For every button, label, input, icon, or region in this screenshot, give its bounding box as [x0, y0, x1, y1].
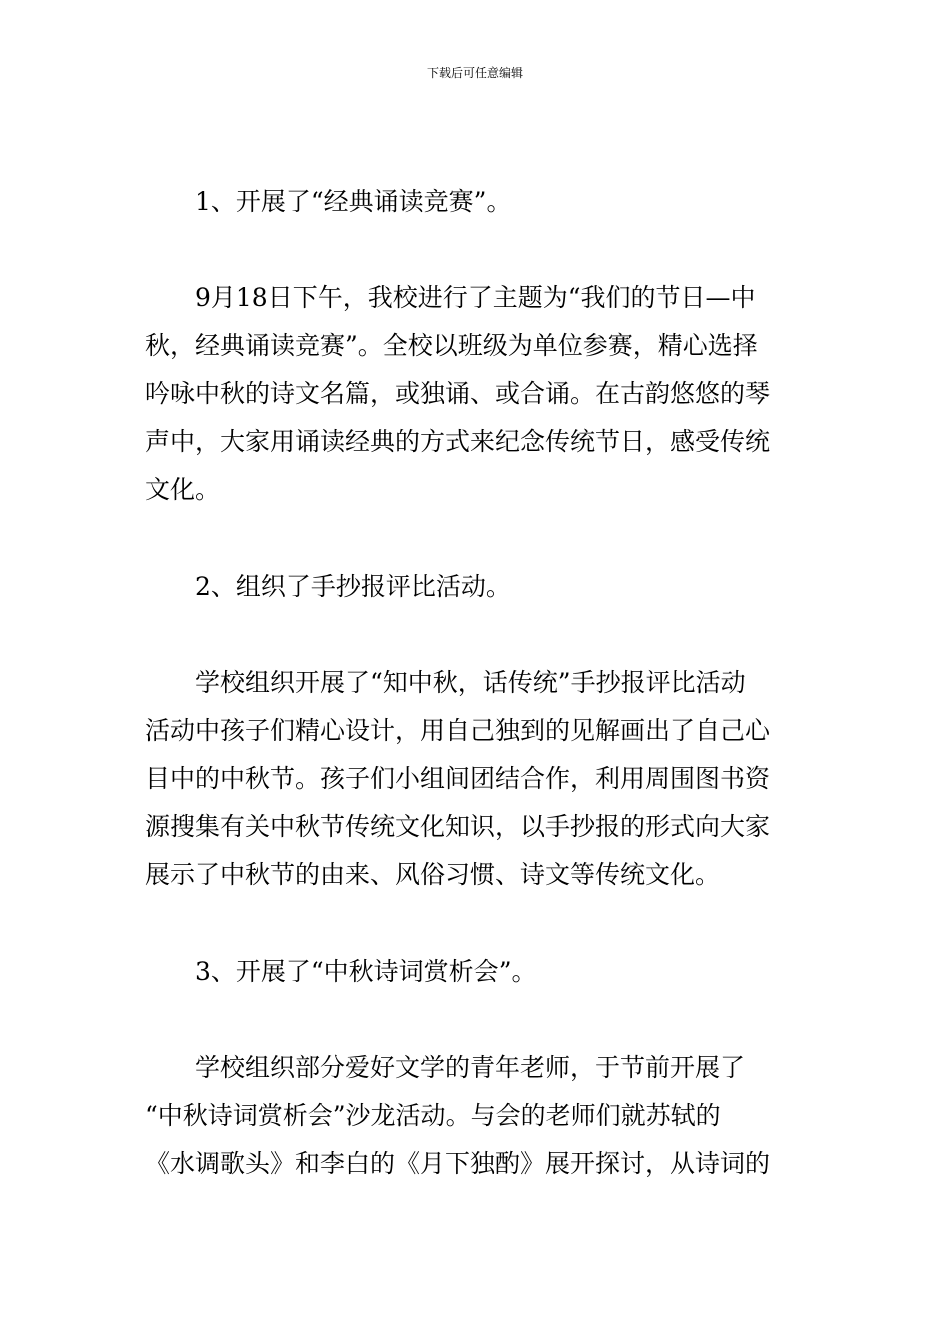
paragraph-line: 目中的中秋节。孩子们小组间团结合作，利用周围图书资 — [145, 764, 771, 793]
paragraph-line: “中秋诗词赏析会”沙龙活动。与会的老师们就苏轼的 — [145, 1101, 721, 1130]
paragraph-line: 声中，大家用诵读经典的方式来纪念传统节日，感受传统 — [145, 427, 771, 456]
paragraph-line: 文化。 — [145, 475, 221, 504]
paragraph-line: 学校组织开展了“知中秋，话传统”手抄报评比活动 — [195, 668, 746, 697]
page-header: 下载后可任意编辑 — [426, 66, 523, 80]
paragraph-line: 9月18日下午，我校进行了主题为“我们的节日—中 — [195, 283, 756, 312]
paragraph-line: 展示了中秋节的由来、风俗习惯、诗文等传统文化。 — [145, 860, 721, 889]
section-paragraph-3 — [145, 1044, 807, 1188]
section-heading-1: 1、开展了“经典诵读竞赛”。 — [195, 187, 512, 216]
paragraph-line: 活动中孩子们精心设计，用自己独到的见解画出了自己心 — [145, 716, 771, 745]
paragraph-line: 《水调歌头》和李白的《月下独酌》展开探讨，从诗词的 — [145, 1149, 771, 1178]
paragraph-line: 秋，经典诵读竞赛”。全校以班级为单位参赛，精心选择 — [145, 331, 758, 360]
paragraph-line: 源搜集有关中秋节传统文化知识，以手抄报的形式向大家 — [145, 812, 771, 841]
paragraph-line: 学校组织部分爱好文学的青年老师，于节前开展了 — [195, 1053, 746, 1082]
section-heading-3: 3、开展了“中秋诗词赏析会”。 — [195, 957, 537, 986]
section-heading-2: 2、组织了手抄报评比活动。 — [195, 572, 511, 601]
section-paragraph-1 — [145, 274, 807, 514]
paragraph-line: 吟咏中秋的诗文名篇，或独诵、或合诵。在古韵悠悠的琴 — [145, 379, 771, 408]
document-body — [145, 178, 807, 1188]
section-paragraph-2 — [145, 659, 807, 899]
